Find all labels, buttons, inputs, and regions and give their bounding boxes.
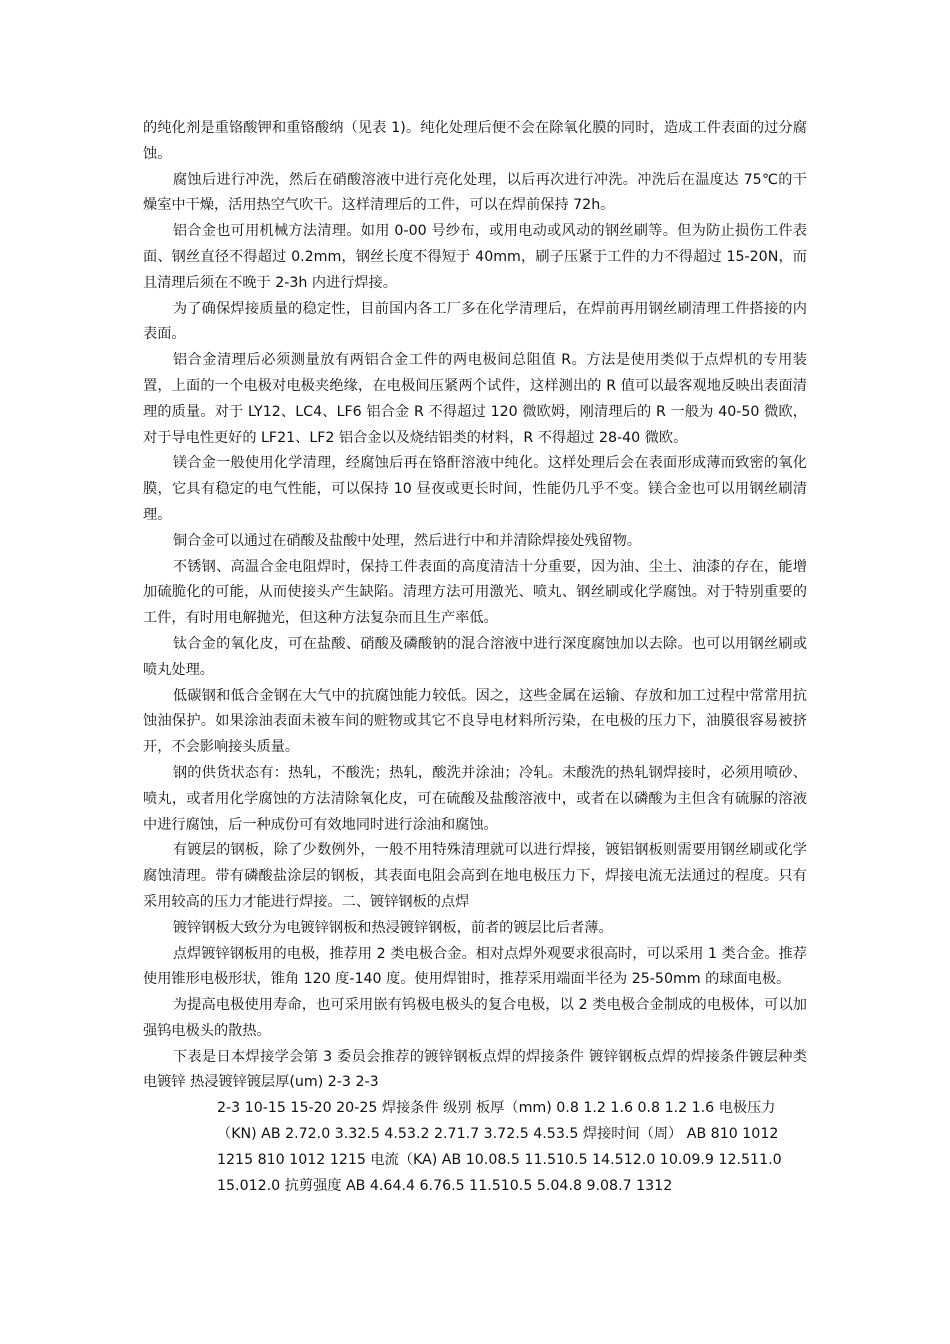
paragraph: 为提高电极使用寿命，也可采用嵌有钨极电极头的复合电极，以 2 类电极合金制成的电极体，可以加强钨电极头的散热。 (143, 997, 807, 1039)
paragraph: 有镀层的钢板，除了少数例外，一般不用特殊清理就可以进行焊接，镀铝钢板则需要用钢丝刷或化学腐蚀清理。带有磷酸盐涂层的钢板，其表面电阻会高到在地电极压力下，焊接电流无法通过的程度。只有采用较高的压力才能进行焊接。二、镀锌钢板的点焊 (143, 842, 807, 910)
paragraph: 铝合金也可用机械方法清理。如用 0-00 号纱布，或用电动或风动的钢丝刷等。但为防止损伤工件表面、钢丝直径不得超过 0.2mm，钢丝长度不得短于 40mm，刷子压紧于工件的力不得超过 15-20N，而且清理后须在不晚于 2-3h 内进行焊接。 (143, 223, 807, 291)
paragraph: 钛合金的氧化皮，可在盐酸、硝酸及磷酸钠的混合溶液中进行深度腐蚀加以去除。也可以用钢丝刷或喷丸处理。 (143, 635, 807, 678)
paragraph: 铜合金可以通过在硝酸及盐酸中处理，然后进行中和并清除焊接处残留物。 (172, 532, 642, 549)
paragraph: 下表是日本焊接学会第 3 委员会推荐的镀锌钢板点焊的焊接条件 镀锌钢板点焊的焊接条件镀层种类 电镀锌 热浸镀锌镀层厚(um) 2-3 2-3 (143, 1048, 807, 1091)
paragraph: 钢的供货状态有：热轧，不酸洗；热轧，酸洗并涂油；冷轧。未酸洗的热轧钢焊接时，必须用喷砂、喷丸，或者用化学腐蚀的方法清除氧化皮，可在硫酸及盐酸溶液中，或者在以磷酸为主但含有硫脲的溶液中进行腐蚀，后一种成份可有效地同时进行涂油和腐蚀。 (143, 764, 807, 833)
paragraph: 为了确保焊接质量的稳定性，目前国内各工厂多在化学清理后，在焊前再用钢丝刷清理工件搭接的内表面。 (143, 300, 807, 343)
paragraph: 的纯化剂是重铬酸钾和重铬酸纳（见表 1)。纯化处理后便不会在除氧化膜的同时，造成工件表面的过分腐蚀。 (143, 120, 807, 162)
paragraph: 腐蚀后进行冲洗，然后在硝酸溶液中进行亮化处理，以后再次进行冲洗。冲洗后在温度达 75℃的干燥室中干燥，活用热空气吹干。这样清理后的工件，可以在焊前保持 72h。 (143, 171, 807, 214)
document-body (143, 116, 807, 1199)
paragraph: 镁合金一般使用化学清理，经腐蚀后再在铬酐溶液中纯化。这样处理后会在表面形成薄而致密的氧化膜，它具有稳定的电气性能，可以保持 10 昼夜或更长时间，性能仍几乎不变。镁合金也可以用钢丝刷清理。 (143, 455, 807, 523)
paragraph: 镀锌钢板大致分为电镀锌钢板和热浸镀锌钢板，前者的镀层比后者薄。 (172, 919, 613, 936)
paragraph: 点焊镀锌钢板用的电极，推荐用 2 类电极合金。相对点焊外观要求很高时，可以采用 1 类合金。推荐使用锥形电极形状，锥角 120 度-140 度。使用焊钳时，推荐采用端面半径为 25-50mm 的球面电极。 (143, 945, 807, 988)
paragraph: 铝合金清理后必须测量放有两铝合金工件的两电极间总阻值 R。方法是使用类似于点焊机的专用装置，上面的一个电极对电极夹绝缘，在电极间压紧两个试件，这样测出的 R 值可以最客观地反映出表面清理的质量。对于 LY12、LC4、LF6 铝合金 R 不得超过 120 微欧姆，刚清理后的 R 一般为 40-50 微欧，对于导电性更好的 LF21、LF2 铝合金以及烧结铝类的材料，R 不得超过 28-40 微欧。 (143, 352, 807, 446)
paragraph: 低碳钢和低合金钢在大气中的抗腐蚀能力较低。因之，这些金属在运输、存放和加工过程中常常用抗蚀油保护。如果涂油表面未被车间的赃物或其它不良导电材料所污染，在电极的压力下，油膜很容易被挤开，不会影响接头质量。 (143, 687, 807, 756)
welding-conditions-table-text: 2-3 10-15 15-20 20-25 焊接条件 级别 板厚（mm) 0.8 1.2 1.6 0.8 1.2 1.6 电极压力（KN) AB 2.72.0 3.32.5 4.53.2 2.71.7 3.72.5 4.53.5 焊接时间（周） AB 810 1012 1215 810 1012 1215 电流（KA) AB 10.08.5 11.510.5 14.512.0 10.09.9 12.511.0 15.012.0 抗剪强度 AB 4.64.4 6.76.5 11.510.5 5.04.8 9.08.7 1312 (217, 1100, 782, 1194)
paragraph: 不锈钢、高温合金电阻焊时，保持工件表面的高度清洁十分重要，因为油、尘土、油漆的存在，能增加硫脆化的可能，从而使接头产生缺陷。清理方法可用激光、喷丸、钢丝刷或化学腐蚀。对于特别重要的工件，有时用电解抛光，但这种方法复杂而且生产率低。 (143, 558, 807, 627)
